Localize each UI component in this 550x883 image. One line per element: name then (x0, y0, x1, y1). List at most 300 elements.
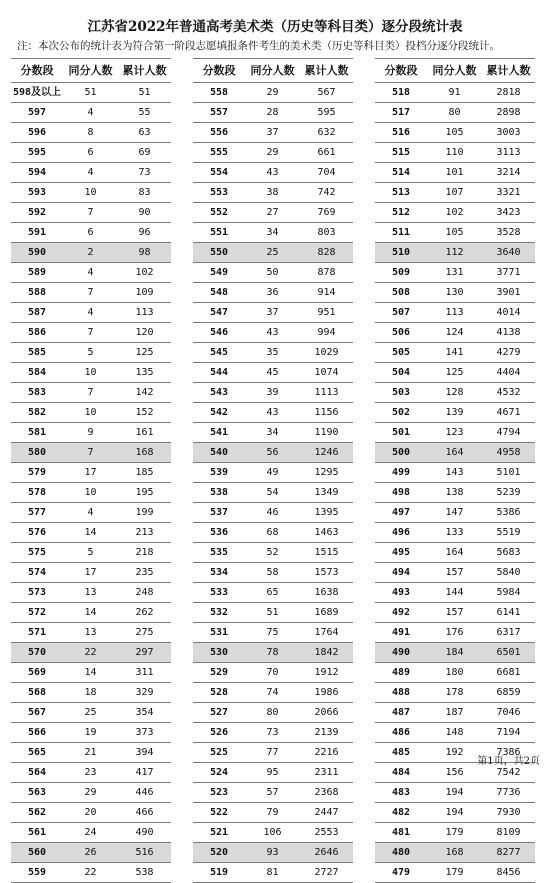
score-cell: 564 (11, 763, 63, 783)
score-column-header: 分数段 (11, 59, 63, 83)
same-score-count-cell: 56 (245, 443, 300, 463)
table-row (11, 343, 171, 363)
table-row (11, 143, 171, 163)
table-row (11, 383, 171, 403)
cumulative-count-cell: 2066 (300, 703, 353, 723)
same-score-count-cell: 10 (63, 483, 118, 503)
same-score-count-cell: 17 (63, 463, 118, 483)
table-row (193, 663, 353, 683)
score-cell: 516 (375, 123, 427, 143)
same-score-count-cell: 91 (427, 83, 482, 103)
score-cell: 555 (193, 143, 245, 163)
table-row (375, 563, 535, 583)
cumulative-count-cell: 311 (118, 663, 171, 683)
score-cell: 479 (375, 863, 427, 883)
table-row (193, 423, 353, 443)
cumulative-count-cell: 2447 (300, 803, 353, 823)
same-score-count-cell: 106 (245, 823, 300, 843)
table-row (11, 103, 171, 123)
same-score-count-cell: 194 (427, 783, 482, 803)
table-row (193, 803, 353, 823)
score-cell: 549 (193, 263, 245, 283)
score-cell: 487 (375, 703, 427, 723)
table-row (11, 223, 171, 243)
cumulative-count-cell: 2727 (300, 863, 353, 883)
same-score-count-cell: 178 (427, 683, 482, 703)
same-score-count-cell: 156 (427, 763, 482, 783)
score-cell: 499 (375, 463, 427, 483)
score-cell: 567 (11, 703, 63, 723)
score-cell: 510 (375, 243, 427, 263)
table-row (375, 583, 535, 603)
table-row (193, 503, 353, 523)
same-score-count-cell: 75 (245, 623, 300, 643)
cumulative-count-cell: 6501 (482, 643, 535, 663)
table-row (11, 363, 171, 383)
cumulative-count-cell: 96 (118, 223, 171, 243)
cumulative-count-cell: 1246 (300, 443, 353, 463)
cumulative-count-cell: 5519 (482, 523, 535, 543)
table-row (193, 323, 353, 343)
cumulative-count-cell: 248 (118, 583, 171, 603)
score-cell: 497 (375, 503, 427, 523)
table-row (193, 303, 353, 323)
cumulative-count-cell: 63 (118, 123, 171, 143)
table-row (375, 263, 535, 283)
cumulative-count-cell: 6317 (482, 623, 535, 643)
page-title: 江苏省2022年普通高考美术类（历史等科目类）逐分段统计表 (87, 19, 463, 35)
score-cell: 528 (193, 683, 245, 703)
score-cell: 500 (375, 443, 427, 463)
score-cell: 575 (11, 543, 63, 563)
cumulative-count-cell: 516 (118, 843, 171, 863)
cumulative-count-cell: 538 (118, 863, 171, 883)
table-row (375, 483, 535, 503)
score-cell: 536 (193, 523, 245, 543)
score-table-block-2 (193, 58, 353, 883)
table-row (11, 443, 171, 463)
cumulative-count-cell: 5984 (482, 583, 535, 603)
same-score-count-cell: 9 (63, 423, 118, 443)
table-row (375, 143, 535, 163)
same-score-count-cell: 128 (427, 383, 482, 403)
cumulative-count-cell: 1295 (300, 463, 353, 483)
score-cell: 494 (375, 563, 427, 583)
cumulative-count-cell: 55 (118, 103, 171, 123)
same-score-count-cell: 77 (245, 743, 300, 763)
cumulative-count-cell: 878 (300, 263, 353, 283)
cumulative-count-cell: 5386 (482, 503, 535, 523)
score-cell: 531 (193, 623, 245, 643)
cumulative-count-cell: 2553 (300, 823, 353, 843)
cumulative-count-cell: 567 (300, 83, 353, 103)
cumulative-count-cell: 1764 (300, 623, 353, 643)
score-cell: 525 (193, 743, 245, 763)
score-cell: 588 (11, 283, 63, 303)
cumulative-count-cell: 109 (118, 283, 171, 303)
score-cell: 563 (11, 783, 63, 803)
table-row (375, 703, 535, 723)
table-row (375, 503, 535, 523)
same-score-count-cell: 46 (245, 503, 300, 523)
cumulative-count-cell: 1113 (300, 383, 353, 403)
cumulative-count-cell: 4532 (482, 383, 535, 403)
cumulative-count-cell: 373 (118, 723, 171, 743)
same-score-count-cell: 4 (63, 303, 118, 323)
score-cell: 592 (11, 203, 63, 223)
score-cell: 522 (193, 803, 245, 823)
cumulative-count-cell: 218 (118, 543, 171, 563)
score-cell: 485 (375, 743, 427, 763)
same-score-count-cell: 7 (63, 323, 118, 343)
table-row (11, 683, 171, 703)
score-cell: 532 (193, 603, 245, 623)
cumulative-count-cell: 5101 (482, 463, 535, 483)
cumulative-count-cell: 4958 (482, 443, 535, 463)
score-cell: 503 (375, 383, 427, 403)
same-score-count-cell: 34 (245, 423, 300, 443)
score-cell: 553 (193, 183, 245, 203)
same-score-count-cell: 74 (245, 683, 300, 703)
cumulative-count-cell: 7046 (482, 703, 535, 723)
cumulative-count-cell: 2898 (482, 103, 535, 123)
same-score-count-cell: 22 (63, 863, 118, 883)
same-score-count-cell: 164 (427, 543, 482, 563)
cumulative-count-cell: 135 (118, 363, 171, 383)
same-score-count-cell: 13 (63, 623, 118, 643)
same-score-count-cell: 29 (63, 783, 118, 803)
same-score-count-cell: 194 (427, 803, 482, 823)
table-row (375, 803, 535, 823)
same-score-count-cell: 7 (63, 383, 118, 403)
table-row (11, 823, 171, 843)
same-score-count-cell: 4 (63, 503, 118, 523)
table-row (375, 323, 535, 343)
same-score-count-cell: 14 (63, 603, 118, 623)
same-score-count-cell: 54 (245, 483, 300, 503)
same-score-count-cell: 141 (427, 343, 482, 363)
cumulative-count-cell: 1689 (300, 603, 353, 623)
score-cell: 529 (193, 663, 245, 683)
score-cell: 512 (375, 203, 427, 223)
cumulative-count-cell: 2818 (482, 83, 535, 103)
table-row (375, 443, 535, 463)
cumulative-count-header: 累计人数 (118, 59, 171, 83)
cumulative-count-cell: 4014 (482, 303, 535, 323)
cumulative-count-cell: 195 (118, 483, 171, 503)
same-score-count-cell: 176 (427, 623, 482, 643)
score-cell: 509 (375, 263, 427, 283)
table-row (11, 303, 171, 323)
score-cell: 594 (11, 163, 63, 183)
score-cell: 498 (375, 483, 427, 503)
cumulative-count-cell: 490 (118, 823, 171, 843)
table-row (11, 583, 171, 603)
same-score-count-cell: 4 (63, 163, 118, 183)
same-score-count-cell: 25 (245, 243, 300, 263)
same-score-count-cell: 20 (63, 803, 118, 823)
same-score-count-cell: 6 (63, 143, 118, 163)
same-score-count-cell: 39 (245, 383, 300, 403)
same-score-count-cell: 124 (427, 323, 482, 343)
same-score-count-cell: 65 (245, 583, 300, 603)
score-cell: 596 (11, 123, 63, 143)
score-cell: 533 (193, 583, 245, 603)
table-row (11, 723, 171, 743)
score-cell: 591 (11, 223, 63, 243)
score-cell: 562 (11, 803, 63, 823)
same-score-count-cell: 43 (245, 323, 300, 343)
same-score-count-cell: 49 (245, 463, 300, 483)
table-row (375, 223, 535, 243)
score-cell: 577 (11, 503, 63, 523)
table-row (193, 403, 353, 423)
table-row (375, 403, 535, 423)
score-cell: 545 (193, 343, 245, 363)
score-cell: 514 (375, 163, 427, 183)
cumulative-count-cell: 446 (118, 783, 171, 803)
table-row (193, 823, 353, 843)
table-row (193, 763, 353, 783)
cumulative-count-cell: 168 (118, 443, 171, 463)
score-cell: 520 (193, 843, 245, 863)
same-score-count-cell: 125 (427, 363, 482, 383)
cumulative-count-cell: 1463 (300, 523, 353, 543)
score-cell: 571 (11, 623, 63, 643)
cumulative-count-cell: 1074 (300, 363, 353, 383)
table-row (375, 363, 535, 383)
same-score-count-cell: 38 (245, 183, 300, 203)
table-row (11, 523, 171, 543)
same-score-count-cell: 57 (245, 783, 300, 803)
cumulative-count-cell: 632 (300, 123, 353, 143)
score-cell: 586 (11, 323, 63, 343)
same-score-count-cell: 37 (245, 123, 300, 143)
table-row (193, 343, 353, 363)
score-cell: 568 (11, 683, 63, 703)
cumulative-count-cell: 161 (118, 423, 171, 443)
table-row (193, 363, 353, 383)
table-row (193, 723, 353, 743)
same-score-count-cell: 81 (245, 863, 300, 883)
table-row (193, 683, 353, 703)
cumulative-count-cell: 1515 (300, 543, 353, 563)
same-score-count-cell: 21 (63, 743, 118, 763)
same-score-count-cell: 18 (63, 683, 118, 703)
table-row (193, 583, 353, 603)
table-row (193, 483, 353, 503)
score-cell: 560 (11, 843, 63, 863)
same-score-count-cell: 112 (427, 243, 482, 263)
cumulative-count-cell: 297 (118, 643, 171, 663)
cumulative-count-cell: 4794 (482, 423, 535, 443)
cumulative-count-cell: 3640 (482, 243, 535, 263)
score-cell: 552 (193, 203, 245, 223)
table-row (193, 643, 353, 663)
cumulative-count-cell: 1395 (300, 503, 353, 523)
same-score-count-cell: 22 (63, 643, 118, 663)
score-cell: 523 (193, 783, 245, 803)
cumulative-count-cell: 3214 (482, 163, 535, 183)
cumulative-count-cell: 83 (118, 183, 171, 203)
table-row (375, 723, 535, 743)
table-row (11, 663, 171, 683)
score-cell: 496 (375, 523, 427, 543)
score-cell: 573 (11, 583, 63, 603)
cumulative-count-cell: 69 (118, 143, 171, 163)
cumulative-count-cell: 90 (118, 203, 171, 223)
same-score-count-cell: 192 (427, 743, 482, 763)
score-cell: 595 (11, 143, 63, 163)
same-score-count-cell: 79 (245, 803, 300, 823)
same-score-count-cell: 7 (63, 283, 118, 303)
score-cell: 508 (375, 283, 427, 303)
table-row (375, 683, 535, 703)
table-row (11, 123, 171, 143)
table-row (11, 243, 171, 263)
same-score-count-cell: 17 (63, 563, 118, 583)
score-cell: 538 (193, 483, 245, 503)
table-row (11, 843, 171, 863)
cumulative-count-cell: 125 (118, 343, 171, 363)
same-score-count-header: 同分人数 (427, 59, 482, 83)
score-cell: 558 (193, 83, 245, 103)
score-cell: 488 (375, 683, 427, 703)
table-row (11, 83, 171, 103)
same-score-count-cell: 25 (63, 703, 118, 723)
table-row (375, 463, 535, 483)
cumulative-count-cell: 275 (118, 623, 171, 643)
score-cell: 554 (193, 163, 245, 183)
same-score-count-cell: 95 (245, 763, 300, 783)
table-row (193, 203, 353, 223)
same-score-count-cell: 105 (427, 223, 482, 243)
table-row (193, 603, 353, 623)
cumulative-count-cell: 3423 (482, 203, 535, 223)
table-row (375, 663, 535, 683)
score-cell: 598及以上 (11, 83, 63, 103)
same-score-count-cell: 10 (63, 403, 118, 423)
score-cell: 481 (375, 823, 427, 843)
score-cell: 502 (375, 403, 427, 423)
cumulative-count-cell: 3901 (482, 283, 535, 303)
cumulative-count-cell: 354 (118, 703, 171, 723)
table-row (193, 383, 353, 403)
cumulative-count-cell: 8109 (482, 823, 535, 843)
score-cell: 511 (375, 223, 427, 243)
table-row (193, 103, 353, 123)
table-row (193, 843, 353, 863)
page-footer: 第1页，共2页 (477, 756, 540, 767)
cumulative-count-cell: 1349 (300, 483, 353, 503)
score-cell: 492 (375, 603, 427, 623)
table-row (193, 243, 353, 263)
same-score-count-cell: 52 (245, 543, 300, 563)
cumulative-count-cell: 98 (118, 243, 171, 263)
same-score-count-cell: 110 (427, 143, 482, 163)
same-score-count-cell: 51 (245, 603, 300, 623)
cumulative-count-cell: 769 (300, 203, 353, 223)
table-row (193, 783, 353, 803)
cumulative-count-cell: 4671 (482, 403, 535, 423)
score-cell: 483 (375, 783, 427, 803)
score-cell: 534 (193, 563, 245, 583)
table-row (193, 223, 353, 243)
same-score-count-cell: 123 (427, 423, 482, 443)
same-score-count-cell: 8 (63, 123, 118, 143)
cumulative-count-cell: 51 (118, 83, 171, 103)
cumulative-count-cell: 1638 (300, 583, 353, 603)
same-score-count-cell: 80 (427, 103, 482, 123)
table-row (11, 423, 171, 443)
cumulative-count-cell: 595 (300, 103, 353, 123)
same-score-count-cell: 157 (427, 563, 482, 583)
cumulative-count-cell: 1986 (300, 683, 353, 703)
same-score-count-header: 同分人数 (63, 59, 118, 83)
same-score-count-cell: 13 (63, 583, 118, 603)
same-score-count-cell: 164 (427, 443, 482, 463)
same-score-count-cell: 10 (63, 183, 118, 203)
same-score-count-cell: 78 (245, 643, 300, 663)
cumulative-count-cell: 394 (118, 743, 171, 763)
score-column-header: 分数段 (193, 59, 245, 83)
score-cell: 530 (193, 643, 245, 663)
score-cell: 580 (11, 443, 63, 463)
cumulative-count-cell: 213 (118, 523, 171, 543)
score-cell: 542 (193, 403, 245, 423)
table-row (11, 703, 171, 723)
same-score-count-cell: 7 (63, 443, 118, 463)
table-row (193, 443, 353, 463)
score-cell: 546 (193, 323, 245, 343)
cumulative-count-cell: 5840 (482, 563, 535, 583)
table-row (375, 163, 535, 183)
table-row (193, 863, 353, 883)
same-score-count-cell: 73 (245, 723, 300, 743)
cumulative-count-cell: 914 (300, 283, 353, 303)
cumulative-count-cell: 2646 (300, 843, 353, 863)
same-score-count-cell: 157 (427, 603, 482, 623)
table-row (193, 263, 353, 283)
score-cell: 486 (375, 723, 427, 743)
score-cell: 557 (193, 103, 245, 123)
score-column-header: 分数段 (375, 59, 427, 83)
table-row (11, 283, 171, 303)
table-row (11, 783, 171, 803)
table-row (375, 843, 535, 863)
cumulative-count-cell: 4138 (482, 323, 535, 343)
table-row (375, 523, 535, 543)
cumulative-count-header: 累计人数 (300, 59, 353, 83)
same-score-count-cell: 26 (63, 843, 118, 863)
table-header-row (375, 59, 535, 83)
cumulative-count-cell: 1156 (300, 403, 353, 423)
same-score-count-cell: 2 (63, 243, 118, 263)
score-cell: 526 (193, 723, 245, 743)
same-score-count-cell: 5 (63, 343, 118, 363)
table-row (375, 783, 535, 803)
table-row (193, 283, 353, 303)
same-score-count-cell: 5 (63, 543, 118, 563)
score-cell: 581 (11, 423, 63, 443)
same-score-count-cell: 179 (427, 823, 482, 843)
same-score-count-cell: 4 (63, 103, 118, 123)
score-cell: 543 (193, 383, 245, 403)
same-score-count-cell: 68 (245, 523, 300, 543)
table-row (193, 83, 353, 103)
same-score-count-cell: 148 (427, 723, 482, 743)
table-row (193, 743, 353, 763)
